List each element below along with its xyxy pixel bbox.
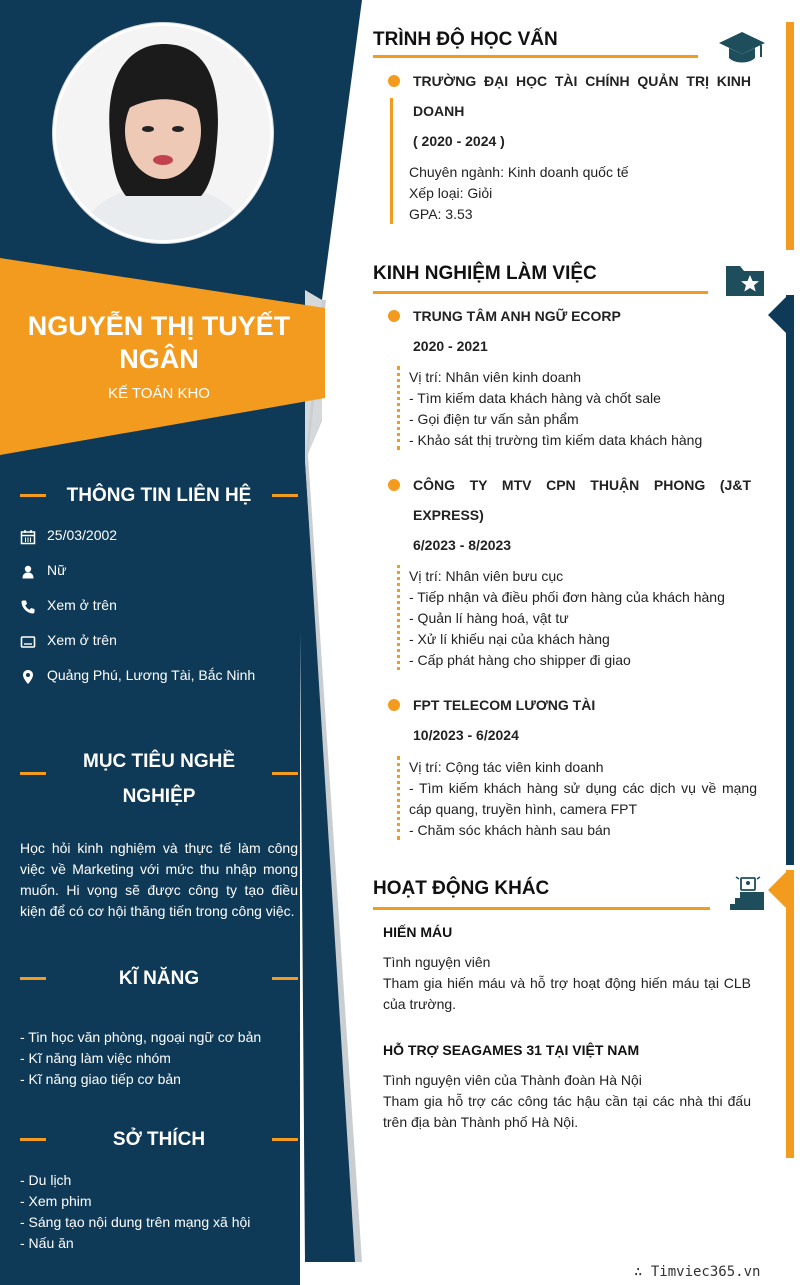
activity-description: Tham gia hỗ trợ các công tác hậu cần tại các nhà thi đấu trên địa bàn Thành phố Hà Nội. [383,1093,751,1130]
job-period: 2020 - 2021 [413,338,488,354]
contact-phone-text: Xem ở trên [47,597,117,613]
job-company-line2: EXPRESS) [413,507,484,523]
section-dash-right [272,494,298,497]
section-underline [373,55,698,58]
hobbies-list [20,1170,300,1254]
timeline-dot [388,75,400,87]
list-item: - Cấp phát hàng cho shipper đi giao [409,652,631,668]
hobbies-section-title: SỞ THÍCH [112,1129,206,1150]
list-item: - Tìm kiếm khách hàng sử dụng các dịch vụ về mạng [409,780,757,796]
job-company: CÔNG TY MTV CPN THUẬN PHONG (J&T [413,477,751,493]
graduation-cap-icon [718,30,766,66]
list-item: - Tiếp nhận và điều phối đơn hàng của khách hàng [409,589,725,605]
side-accent-bar [786,295,794,865]
contact-gender-text: Nữ [47,562,67,578]
list-item: Chuyên ngành: Kinh doanh quốc tế [409,164,629,180]
school-name-line2: DOANH [413,103,465,119]
user-icon [20,564,36,580]
list-item: - Tin học văn phòng, ngoại ngữ cơ bản [20,1029,262,1045]
location-icon [20,669,36,685]
contact-gender [20,562,300,582]
activity-description: Tham gia hiến máu và hỗ trợ hoạt động hiến máu tại CLB của trường. [383,975,751,1012]
portrait-illustration [56,26,270,240]
section-underline [373,907,710,910]
list-item: - Nấu ăn [20,1235,74,1251]
timeline-dotted-line [397,366,400,450]
skills-section-title: KĨ NĂNG [118,968,200,989]
experience-section-title: KINH NGHIỆM LÀM VIỆC [373,263,597,284]
folder-star-icon [724,262,766,298]
activity-role: Tình nguyện viên của Thành đoàn Hà Nội [383,1072,642,1088]
section-underline [373,291,708,294]
side-accent-bar [786,22,794,250]
contact-email-text: Xem ở trên [47,632,117,648]
activity-name: HIẾN MÁU [383,924,453,940]
podium-steps-icon [728,874,766,912]
list-item: Vị trí: Nhân viên bưu cục [409,568,564,584]
timeline-dot [388,699,400,711]
section-dash-right [272,977,298,980]
job-title: KẾ TOÁN KHO [108,385,210,402]
education-details [409,162,629,225]
education-section-title: TRÌNH ĐỘ HỌC VẤN [373,29,558,50]
objective-title-line1: MỤC TIÊU NGHỀ [83,751,235,772]
job-period: 10/2023 - 6/2024 [413,727,519,743]
contact-birthday [20,527,300,547]
objective-title-line2: NGHIỆP [122,786,196,807]
avatar [53,23,273,243]
list-item: - Sáng tạo nội dung trên mạng xã hội [20,1214,251,1230]
activity-role: Tình nguyện viên [383,954,491,970]
job-company: TRUNG TÂM ANH NGỮ ECORP [413,308,621,324]
contact-section-title: THÔNG TIN LIÊN HỆ [66,485,252,506]
contact-phone [20,597,300,617]
list-item: - Kĩ năng làm việc nhóm [20,1050,171,1066]
side-accent-bar [786,870,794,1158]
activity-name: HỖ TRỢ SEAGAMES 31 TẠI VIỆT NAM [383,1042,640,1058]
list-item: Vị trí: Nhân viên kinh doanh [409,369,581,385]
list-item: - Xem phim [20,1193,92,1209]
contact-address-text: Quảng Phú, Lương Tài, Bắc Ninh [47,667,256,683]
list-item: - Kĩ năng giao tiếp cơ bản [20,1071,181,1087]
timeline-line [390,98,393,224]
job-description [409,757,757,841]
activities-section-title: HOẠT ĐỘNG KHÁC [373,878,550,899]
list-item: Vị trí: Cộng tác viên kinh doanh [409,759,604,775]
list-item: - Quản lí hàng hoá, vật tư [409,610,569,626]
candidate-name: NGUYỄN THỊ TUYẾT NGÂN [27,311,291,374]
list-item: - Khảo sát thị trường tìm kiếm data khách hàng [409,432,703,448]
job-period: 6/2023 - 8/2023 [413,537,512,553]
section-dash-right [272,1138,298,1141]
timeline-dotted-line [397,756,400,840]
email-icon [20,634,36,650]
list-item: Xếp loại: Giỏi [409,185,493,201]
list-item: - Tìm kiếm data khách hàng và chốt sale [409,390,661,406]
contact-email [20,632,300,652]
footer-brand: ∴ Timviec365.vn [634,1264,761,1280]
job-description [409,367,702,451]
phone-icon [20,599,36,615]
timeline-dot [388,310,400,322]
timeline-dotted-line [397,565,400,670]
list-item: - Du lịch [20,1172,72,1188]
list-item: - Xử lí khiếu nại của khách hàng [409,631,610,647]
school-name-line1: TRƯỜNG ĐẠI HỌC TÀI CHÍNH QUẢN TRỊ KINH [413,73,751,89]
calendar-icon [20,529,36,545]
skills-list [20,1027,300,1090]
job-description [409,566,725,671]
section-dash-right [272,772,298,775]
list-item: - Gọi điện tư vấn sản phẩm [409,411,579,427]
timeline-dot [388,479,400,491]
list-item: - Chăm sóc khách hành sau bán [409,822,611,838]
objective-section-title [20,744,298,814]
list-item: GPA: 3.53 [409,206,473,222]
objective-text: Học hỏi kinh nghiệm và thực tế làm công việc về Marketing với mức thu nhập mong muốn. Hi vọng sẽ được công ty tạo điều kiện để có cơ hội thăng tiến trong công việc. [20,840,298,919]
contact-birthday-text: 25/03/2002 [47,527,118,543]
list-item: cáp quang, truyền hình, camera FPT [409,801,638,817]
education-period: ( 2020 - 2024 ) [413,133,505,149]
contact-address [20,667,300,687]
job-company: FPT TELECOM LƯƠNG TÀI [413,697,596,713]
